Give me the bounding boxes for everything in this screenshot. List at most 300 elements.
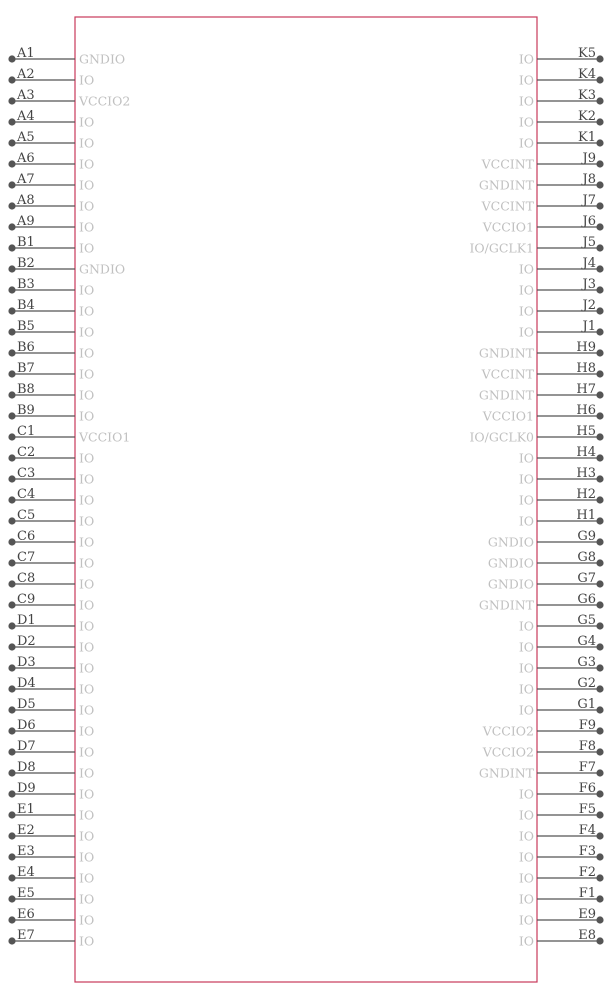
pin-B8 [8, 382, 94, 403]
pin-endpoint-dot [596, 496, 603, 503]
pin-A2 [8, 67, 94, 88]
pin-endpoint-dot [8, 706, 15, 713]
pin-number: F2 [578, 865, 596, 880]
pin-function-label: VCCIO1 [79, 429, 131, 445]
pin-number: F3 [578, 844, 596, 859]
pin-function-label: IO [79, 597, 95, 613]
pin-K1 [519, 130, 604, 151]
pin-A4 [8, 109, 94, 130]
pin-F3 [519, 844, 604, 865]
pin-D3 [8, 655, 94, 676]
pin-F5 [519, 802, 604, 823]
pin-endpoint-dot [596, 664, 603, 671]
pin-A3 [8, 88, 130, 109]
pin-number: D4 [17, 676, 36, 691]
pin-endpoint-dot [596, 286, 603, 293]
pin-endpoint-dot [596, 307, 603, 314]
pin-endpoint-dot [596, 559, 603, 566]
pin-endpoint-dot [596, 706, 603, 713]
pin-endpoint-dot [8, 202, 15, 209]
pin-function-label: GNDINT [478, 765, 534, 781]
pin-number: D5 [17, 697, 36, 712]
pin-function-label: GNDIO [79, 261, 126, 277]
pin-function-label: VCCINT [481, 156, 534, 172]
pin-B5 [8, 319, 94, 340]
pin-G1 [519, 697, 604, 718]
pin-endpoint-dot [8, 412, 15, 419]
pin-endpoint-dot [8, 160, 15, 167]
pin-number: B7 [17, 361, 35, 376]
pin-function-label: IO [79, 912, 95, 928]
pin-endpoint-dot [596, 223, 603, 230]
pin-function-label: IO [79, 408, 95, 424]
pin-number: B9 [17, 403, 35, 418]
component-body-outline [75, 17, 537, 982]
pin-J1 [519, 319, 604, 340]
pin-number: H9 [576, 340, 596, 355]
pin-function-label: IO [518, 282, 534, 298]
pin-function-label: IO [79, 534, 95, 550]
pin-C2 [8, 445, 94, 466]
pin-function-label: IO [79, 135, 95, 151]
pin-function-label: IO [79, 324, 95, 340]
pin-endpoint-dot [8, 601, 15, 608]
pin-function-label: IO [518, 912, 534, 928]
pin-endpoint-dot [8, 55, 15, 62]
pin-function-label: IO [79, 765, 95, 781]
pin-D5 [8, 697, 94, 718]
pin-function-label: IO [518, 471, 534, 487]
pin-H3 [519, 466, 604, 487]
pin-G4 [519, 634, 604, 655]
pin-endpoint-dot [596, 727, 603, 734]
pin-E3 [8, 844, 94, 865]
pin-function-label: IO [518, 513, 534, 529]
pin-D8 [8, 760, 94, 781]
pin-number: H4 [576, 445, 596, 460]
pin-B3 [8, 277, 94, 298]
pin-number: B4 [17, 298, 35, 313]
pin-number: B8 [17, 382, 35, 397]
pin-number: G8 [577, 550, 596, 565]
pin-G5 [519, 613, 604, 634]
pin-endpoint-dot [8, 118, 15, 125]
pin-C4 [8, 487, 94, 508]
pin-number: G5 [577, 613, 596, 628]
pin-function-label: IO [518, 870, 534, 886]
pin-endpoint-dot [8, 937, 15, 944]
pin-F1 [519, 886, 604, 907]
pin-number: A8 [17, 193, 35, 208]
pin-endpoint-dot [8, 580, 15, 587]
pin-number: A7 [17, 172, 35, 187]
pin-endpoint-dot [596, 454, 603, 461]
pin-number: F4 [578, 823, 596, 838]
pin-endpoint-dot [8, 475, 15, 482]
pin-number: H3 [576, 466, 596, 481]
pin-function-label: GNDIO [487, 576, 534, 592]
pin-function-label: IO [518, 51, 534, 67]
pin-number: K1 [578, 130, 596, 145]
pin-number: A2 [17, 67, 35, 82]
pin-endpoint-dot [596, 811, 603, 818]
pin-number: F7 [578, 760, 596, 775]
pin-function-label: IO [79, 660, 95, 676]
pin-A1 [8, 46, 125, 67]
pin-number: J6 [582, 214, 596, 229]
pin-endpoint-dot [8, 517, 15, 524]
pin-endpoint-dot [8, 139, 15, 146]
pin-H4 [519, 445, 604, 466]
pin-endpoint-dot [596, 97, 603, 104]
pin-function-label: IO [79, 576, 95, 592]
pin-J6 [482, 214, 604, 235]
pin-function-label: IO [79, 72, 95, 88]
pin-function-label: IO [518, 639, 534, 655]
pin-function-label: IO/GCLK0 [469, 429, 534, 445]
pin-number: A1 [17, 46, 35, 61]
pin-endpoint-dot [596, 181, 603, 188]
left-pin-column [8, 46, 130, 949]
pin-J2 [519, 298, 604, 319]
pin-function-label: GNDIO [487, 555, 534, 571]
pin-endpoint-dot [8, 244, 15, 251]
pin-function-label: IO [79, 198, 95, 214]
pin-function-label: VCCIO2 [482, 744, 534, 760]
pin-B4 [8, 298, 94, 319]
pin-endpoint-dot [8, 916, 15, 923]
pin-number: G6 [577, 592, 596, 607]
pin-number: B3 [17, 277, 35, 292]
pin-B9 [8, 403, 94, 424]
pin-function-label: IO [518, 828, 534, 844]
pin-number: E7 [17, 928, 35, 943]
pin-endpoint-dot [596, 391, 603, 398]
pin-endpoint-dot [8, 769, 15, 776]
pin-number: E9 [578, 907, 596, 922]
pin-function-label: IO [79, 114, 95, 130]
pin-function-label: GNDINT [478, 387, 534, 403]
pin-endpoint-dot [596, 538, 603, 545]
pin-function-label: IO [518, 93, 534, 109]
pin-number: C7 [17, 550, 36, 565]
pin-endpoint-dot [596, 895, 603, 902]
pin-function-label: VCCIO2 [79, 93, 131, 109]
pin-D9 [8, 781, 94, 802]
pin-number: E4 [17, 865, 35, 880]
pin-function-label: IO [79, 681, 95, 697]
pin-number: C4 [17, 487, 36, 502]
pin-number: C3 [17, 466, 36, 481]
pin-G9 [488, 529, 604, 550]
pin-C7 [8, 550, 94, 571]
pin-function-label: IO [518, 786, 534, 802]
pin-function-label: VCCIO1 [482, 219, 534, 235]
pin-endpoint-dot [8, 643, 15, 650]
pin-endpoint-dot [8, 265, 15, 272]
pin-number: D9 [17, 781, 36, 796]
pin-number: C5 [17, 508, 36, 523]
pin-J9 [481, 151, 604, 172]
pin-number: F9 [578, 718, 596, 733]
pin-number: K3 [578, 88, 596, 103]
pin-function-label: IO [79, 870, 95, 886]
pin-function-label: GNDINT [478, 597, 534, 613]
pin-number: B6 [17, 340, 35, 355]
pin-endpoint-dot [596, 139, 603, 146]
pin-endpoint-dot [596, 874, 603, 881]
pin-F4 [519, 823, 604, 844]
pin-D7 [8, 739, 94, 760]
pin-function-label: GNDINT [478, 345, 534, 361]
pin-number: H5 [576, 424, 596, 439]
pin-number: C6 [17, 529, 36, 544]
pin-function-label: IO [518, 933, 534, 949]
pin-H1 [519, 508, 604, 529]
pin-number: A5 [17, 130, 35, 145]
pin-endpoint-dot [596, 769, 603, 776]
pin-endpoint-dot [8, 874, 15, 881]
pin-number: G3 [577, 655, 596, 670]
pin-number: F6 [578, 781, 596, 796]
pin-function-label: IO [79, 786, 95, 802]
pin-number: D7 [17, 739, 36, 754]
pin-number: D3 [17, 655, 36, 670]
pin-H2 [519, 487, 604, 508]
pin-function-label: IO [518, 261, 534, 277]
pin-K3 [519, 88, 604, 109]
pin-endpoint-dot [8, 811, 15, 818]
pin-endpoint-dot [596, 244, 603, 251]
pin-number: H1 [576, 508, 596, 523]
pin-C1 [8, 424, 130, 445]
pin-endpoint-dot [596, 916, 603, 923]
pin-function-label: VCCIO2 [482, 723, 534, 739]
pin-endpoint-dot [8, 727, 15, 734]
pin-B7 [8, 361, 94, 382]
pin-H6 [482, 403, 604, 424]
pin-number: C1 [17, 424, 36, 439]
pin-function-label: IO [79, 387, 95, 403]
pin-endpoint-dot [596, 370, 603, 377]
pin-function-label: IO [79, 366, 95, 382]
pin-function-label: IO [79, 891, 95, 907]
pin-F8 [482, 739, 604, 760]
pin-H8 [481, 361, 604, 382]
pin-function-label: IO [79, 555, 95, 571]
pin-number: A4 [17, 109, 35, 124]
pin-E8 [519, 928, 604, 949]
pin-endpoint-dot [8, 76, 15, 83]
pin-function-label: IO [79, 156, 95, 172]
pin-function-label: IO [79, 219, 95, 235]
pin-number: G1 [577, 697, 596, 712]
pin-function-label: IO [518, 135, 534, 151]
pin-J7 [481, 193, 604, 214]
pin-function-label: IO [518, 324, 534, 340]
pin-function-label: IO [79, 345, 95, 361]
pin-endpoint-dot [596, 832, 603, 839]
pin-function-label: IO [79, 828, 95, 844]
pin-function-label: IO [79, 807, 95, 823]
pin-number: J4 [582, 256, 596, 271]
pin-endpoint-dot [596, 265, 603, 272]
pin-endpoint-dot [596, 517, 603, 524]
pin-C8 [8, 571, 94, 592]
pin-endpoint-dot [8, 664, 15, 671]
pin-function-label: GNDIO [487, 534, 534, 550]
pin-C6 [8, 529, 94, 550]
pin-number: G7 [577, 571, 596, 586]
pin-D4 [8, 676, 94, 697]
pin-number: K4 [578, 67, 596, 82]
pin-endpoint-dot [596, 643, 603, 650]
pin-endpoint-dot [8, 622, 15, 629]
pin-endpoint-dot [8, 97, 15, 104]
pin-endpoint-dot [8, 307, 15, 314]
pin-endpoint-dot [596, 937, 603, 944]
pin-endpoint-dot [8, 853, 15, 860]
pin-J8 [479, 172, 604, 193]
pin-D2 [8, 634, 94, 655]
pin-endpoint-dot [8, 748, 15, 755]
pin-number: B1 [17, 235, 35, 250]
pin-F9 [482, 718, 604, 739]
pin-number: J7 [582, 193, 596, 208]
pin-endpoint-dot [596, 580, 603, 587]
pin-number: J5 [582, 235, 596, 250]
pin-number: G9 [577, 529, 596, 544]
pin-endpoint-dot [596, 433, 603, 440]
pin-function-label: IO [79, 639, 95, 655]
pin-A8 [8, 193, 94, 214]
pin-endpoint-dot [8, 223, 15, 230]
pin-function-label: VCCIO1 [482, 408, 534, 424]
pin-number: J3 [582, 277, 596, 292]
pin-E6 [8, 907, 94, 928]
pin-number: J9 [582, 151, 596, 166]
pin-number: J2 [582, 298, 596, 313]
pin-endpoint-dot [8, 391, 15, 398]
pin-G3 [519, 655, 604, 676]
pin-number: K5 [578, 46, 596, 61]
pin-number: A3 [17, 88, 35, 103]
pin-number: J8 [582, 172, 596, 187]
pin-C5 [8, 508, 94, 529]
pin-function-label: GNDIO [79, 51, 126, 67]
pin-G2 [519, 676, 604, 697]
pin-function-label: GNDINT [478, 177, 534, 193]
pin-number: K2 [578, 109, 596, 124]
pin-number: D1 [17, 613, 36, 628]
pin-F6 [519, 781, 604, 802]
pin-number: F5 [578, 802, 596, 817]
pin-B1 [8, 235, 94, 256]
pin-function-label: IO [518, 72, 534, 88]
pin-endpoint-dot [8, 685, 15, 692]
pin-function-label: IO [79, 702, 95, 718]
pin-endpoint-dot [8, 454, 15, 461]
pin-endpoint-dot [8, 538, 15, 545]
pin-A7 [8, 172, 94, 193]
pin-endpoint-dot [596, 328, 603, 335]
pin-number: A6 [17, 151, 35, 166]
pin-C3 [8, 466, 94, 487]
pin-number: B5 [17, 319, 35, 334]
pin-function-label: IO [79, 933, 95, 949]
pin-endpoint-dot [8, 286, 15, 293]
pin-endpoint-dot [596, 601, 603, 608]
pin-function-label: IO [79, 282, 95, 298]
pin-number: H7 [576, 382, 596, 397]
pin-endpoint-dot [596, 118, 603, 125]
pin-endpoint-dot [596, 76, 603, 83]
pin-endpoint-dot [596, 349, 603, 356]
pin-function-label: IO [518, 807, 534, 823]
pin-function-label: IO [518, 303, 534, 319]
pin-number: G4 [577, 634, 596, 649]
pin-function-label: IO [518, 492, 534, 508]
pin-E4 [8, 865, 94, 886]
pin-endpoint-dot [596, 475, 603, 482]
pin-function-label: IO [79, 723, 95, 739]
pin-number: E3 [17, 844, 35, 859]
pin-function-label: IO [518, 618, 534, 634]
pin-function-label: IO [79, 303, 95, 319]
pin-C9 [8, 592, 94, 613]
pin-function-label: IO/GCLK1 [469, 240, 534, 256]
pin-function-label: IO [79, 450, 95, 466]
pin-number: H8 [576, 361, 596, 376]
pin-K2 [519, 109, 604, 130]
pin-function-label: IO [518, 660, 534, 676]
pin-E1 [8, 802, 94, 823]
pin-endpoint-dot [596, 790, 603, 797]
pin-endpoint-dot [8, 790, 15, 797]
pin-function-label: IO [518, 114, 534, 130]
pin-endpoint-dot [596, 202, 603, 209]
pin-H9 [479, 340, 604, 361]
pin-endpoint-dot [596, 748, 603, 755]
pin-D1 [8, 613, 94, 634]
pin-J3 [519, 277, 604, 298]
pin-H7 [479, 382, 604, 403]
pin-number: E5 [17, 886, 35, 901]
pin-A5 [8, 130, 94, 151]
pin-number: D2 [17, 634, 36, 649]
pin-number: C2 [17, 445, 36, 460]
pin-number: A9 [17, 214, 35, 229]
pin-number: C8 [17, 571, 36, 586]
pin-number: F8 [578, 739, 596, 754]
pin-E5 [8, 886, 94, 907]
pin-A6 [8, 151, 94, 172]
pin-F7 [479, 760, 604, 781]
pin-function-label: IO [79, 471, 95, 487]
pin-E2 [8, 823, 94, 844]
pin-G8 [488, 550, 604, 571]
pin-number: H6 [576, 403, 596, 418]
pin-number: D8 [17, 760, 36, 775]
pin-number: F1 [578, 886, 596, 901]
pin-endpoint-dot [8, 895, 15, 902]
pin-number: D6 [17, 718, 36, 733]
pin-endpoint-dot [8, 328, 15, 335]
pin-G7 [488, 571, 604, 592]
pin-endpoint-dot [8, 832, 15, 839]
pin-B2 [8, 256, 125, 277]
pin-function-label: VCCINT [481, 366, 534, 382]
